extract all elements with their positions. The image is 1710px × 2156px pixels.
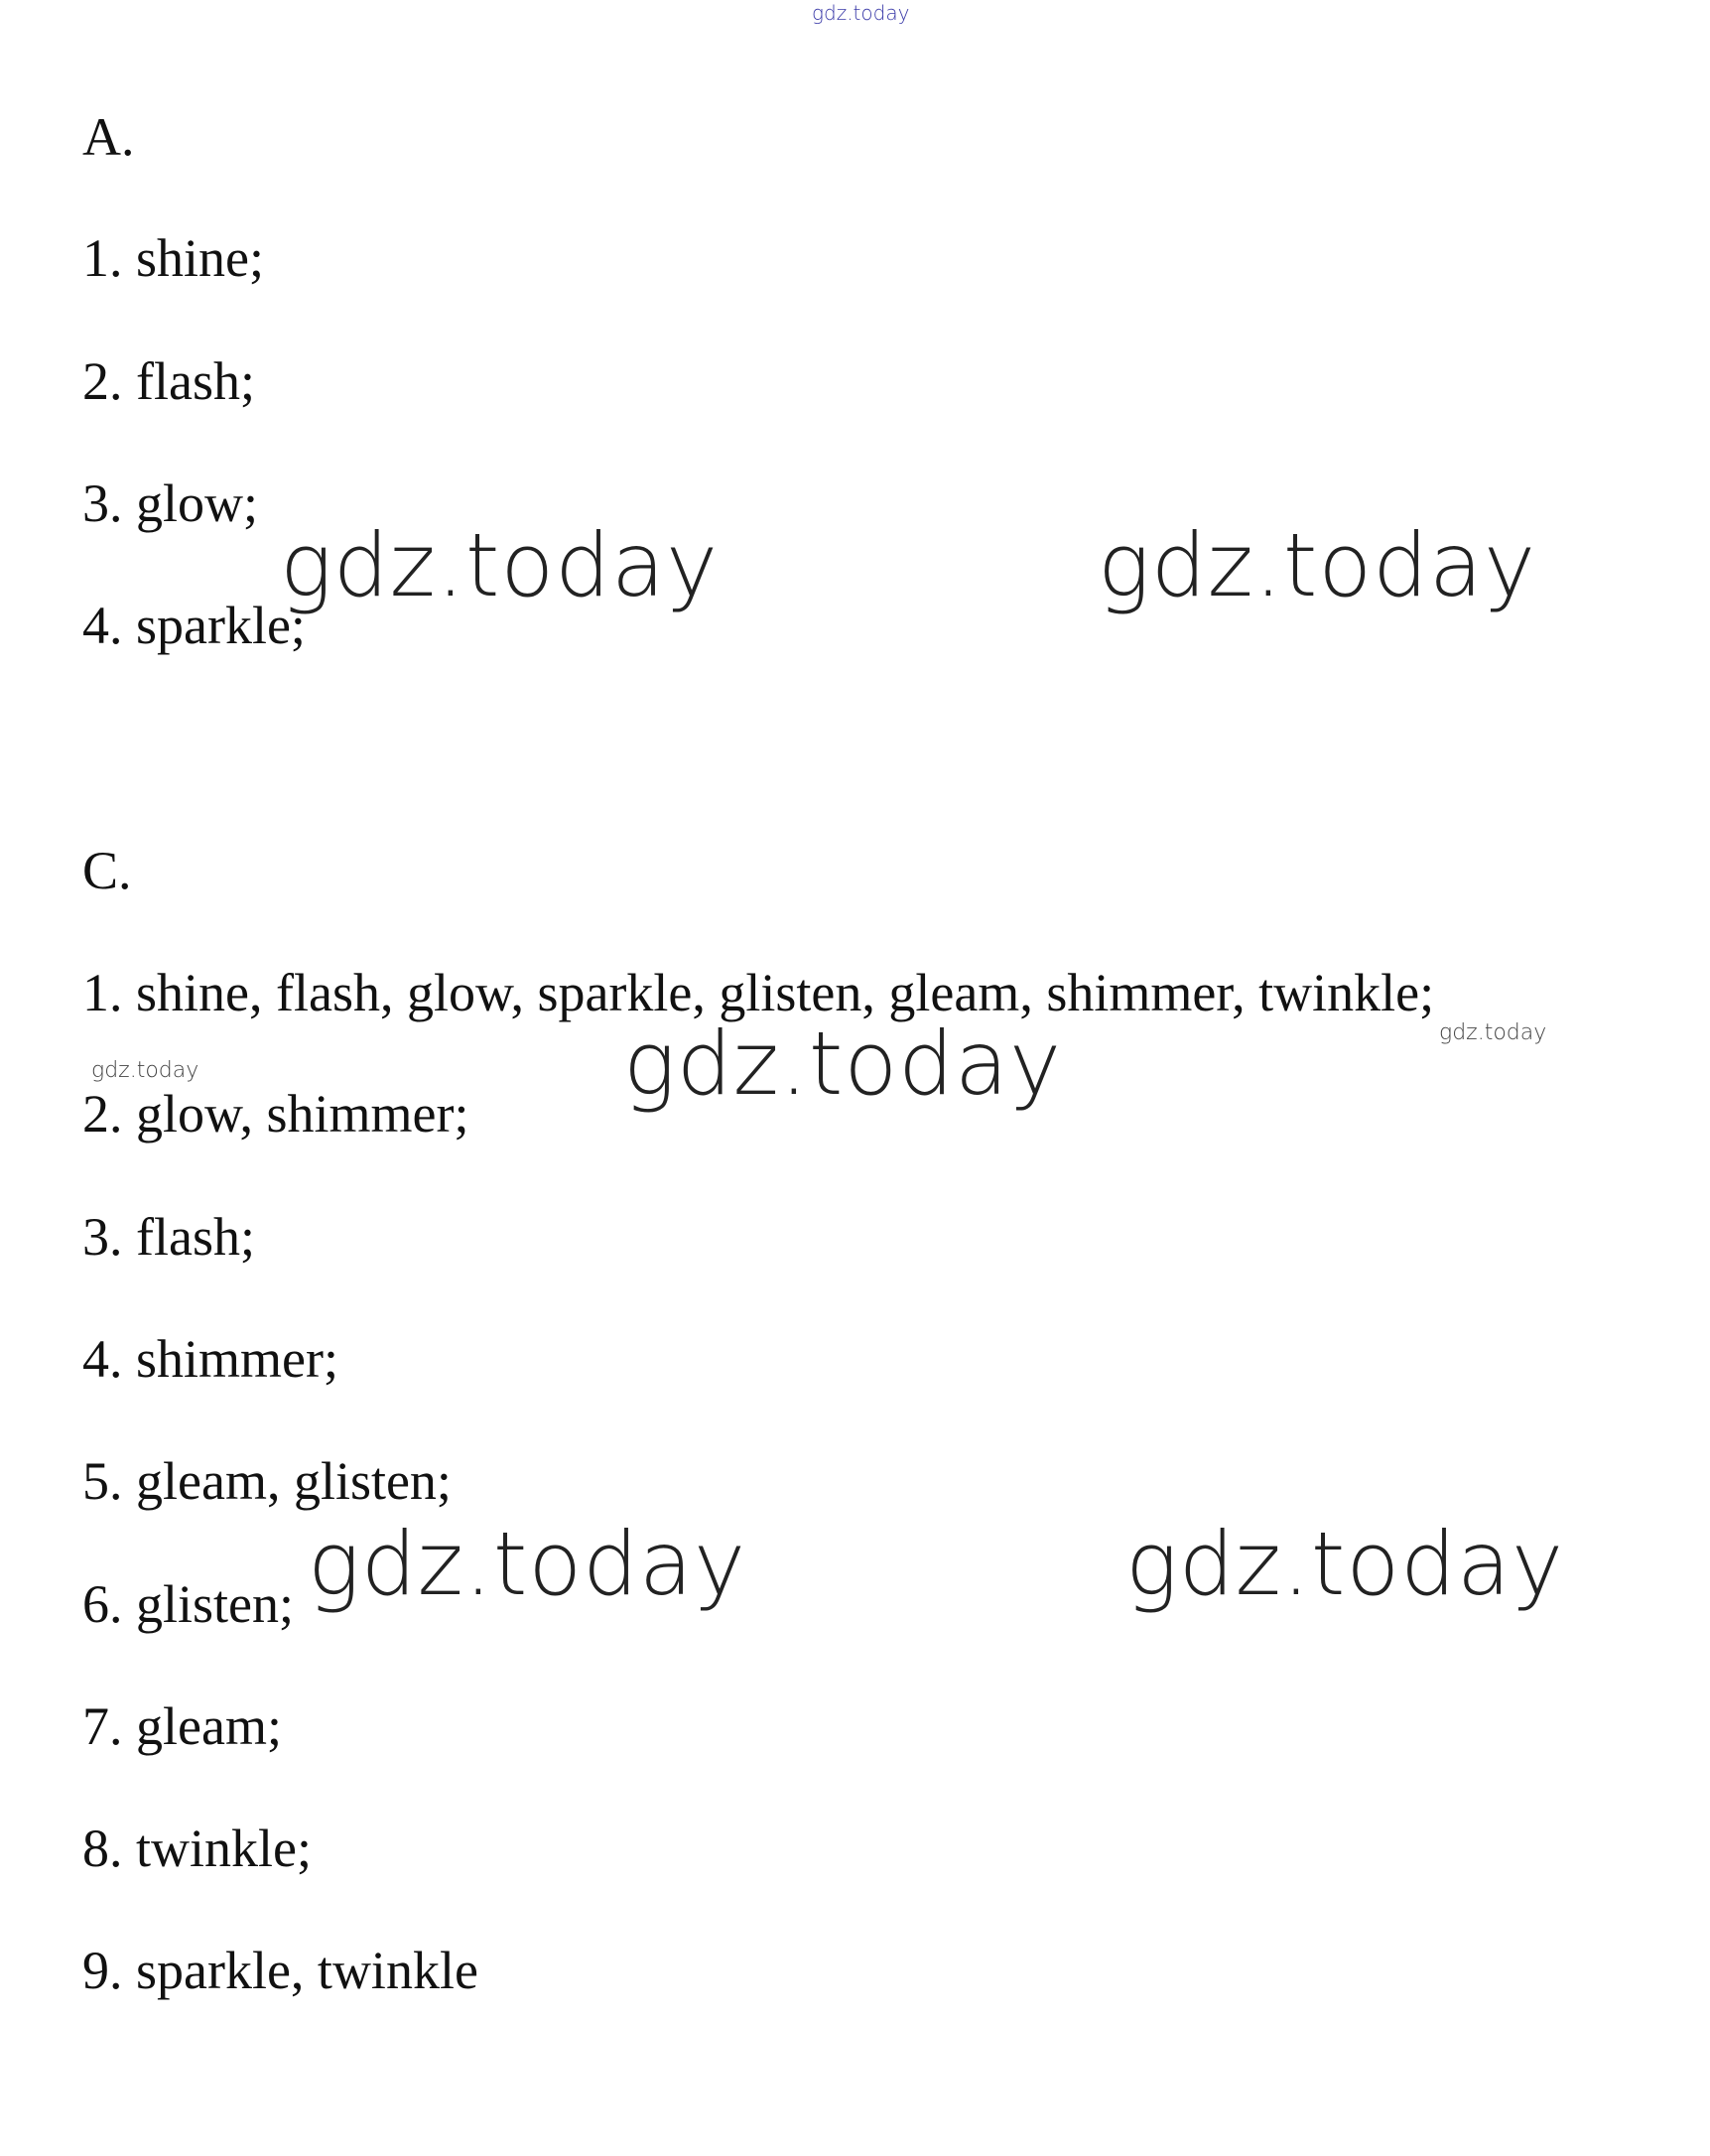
section-c-item-5: 5. gleam, glisten; [82, 1451, 452, 1511]
section-a-item-2: 2. flash; [82, 351, 255, 411]
watermark-large: gdz.today [623, 1012, 1063, 1115]
section-a-item-1: 1. shine; [82, 228, 264, 288]
section-c-item-8: 8. twinkle; [82, 1819, 312, 1878]
section-c-item-4: 4. shimmer; [82, 1329, 338, 1389]
watermark-large: gdz.today [1125, 1513, 1565, 1615]
watermark-small: gdz.today [1439, 1020, 1547, 1045]
section-c-item-2: 2. glow, shimmer; [82, 1084, 469, 1144]
section-c-heading: C. [82, 841, 132, 900]
watermark-small: gdz.today [91, 1058, 199, 1083]
section-c-item-3: 3. flash; [82, 1207, 255, 1267]
top-watermark: gdz.today [812, 1, 910, 25]
section-a-heading: A. [82, 107, 135, 167]
section-c-item-6: 6. glisten; [82, 1574, 294, 1634]
watermark-large: gdz.today [1098, 514, 1537, 616]
watermark-large: gdz.today [280, 514, 720, 616]
section-a-item-3: 3. glow; [82, 473, 259, 533]
section-a-item-4: 4. sparkle; [82, 596, 306, 655]
watermark-large: gdz.today [308, 1513, 747, 1615]
section-c-item-1: 1. shine, flash, glow, sparkle, glisten, gleam, shimmer, twinkle; [82, 963, 1435, 1022]
section-c-item-9: 9. sparkle, twinkle [82, 1941, 478, 2000]
section-c-item-7: 7. gleam; [82, 1696, 282, 1756]
